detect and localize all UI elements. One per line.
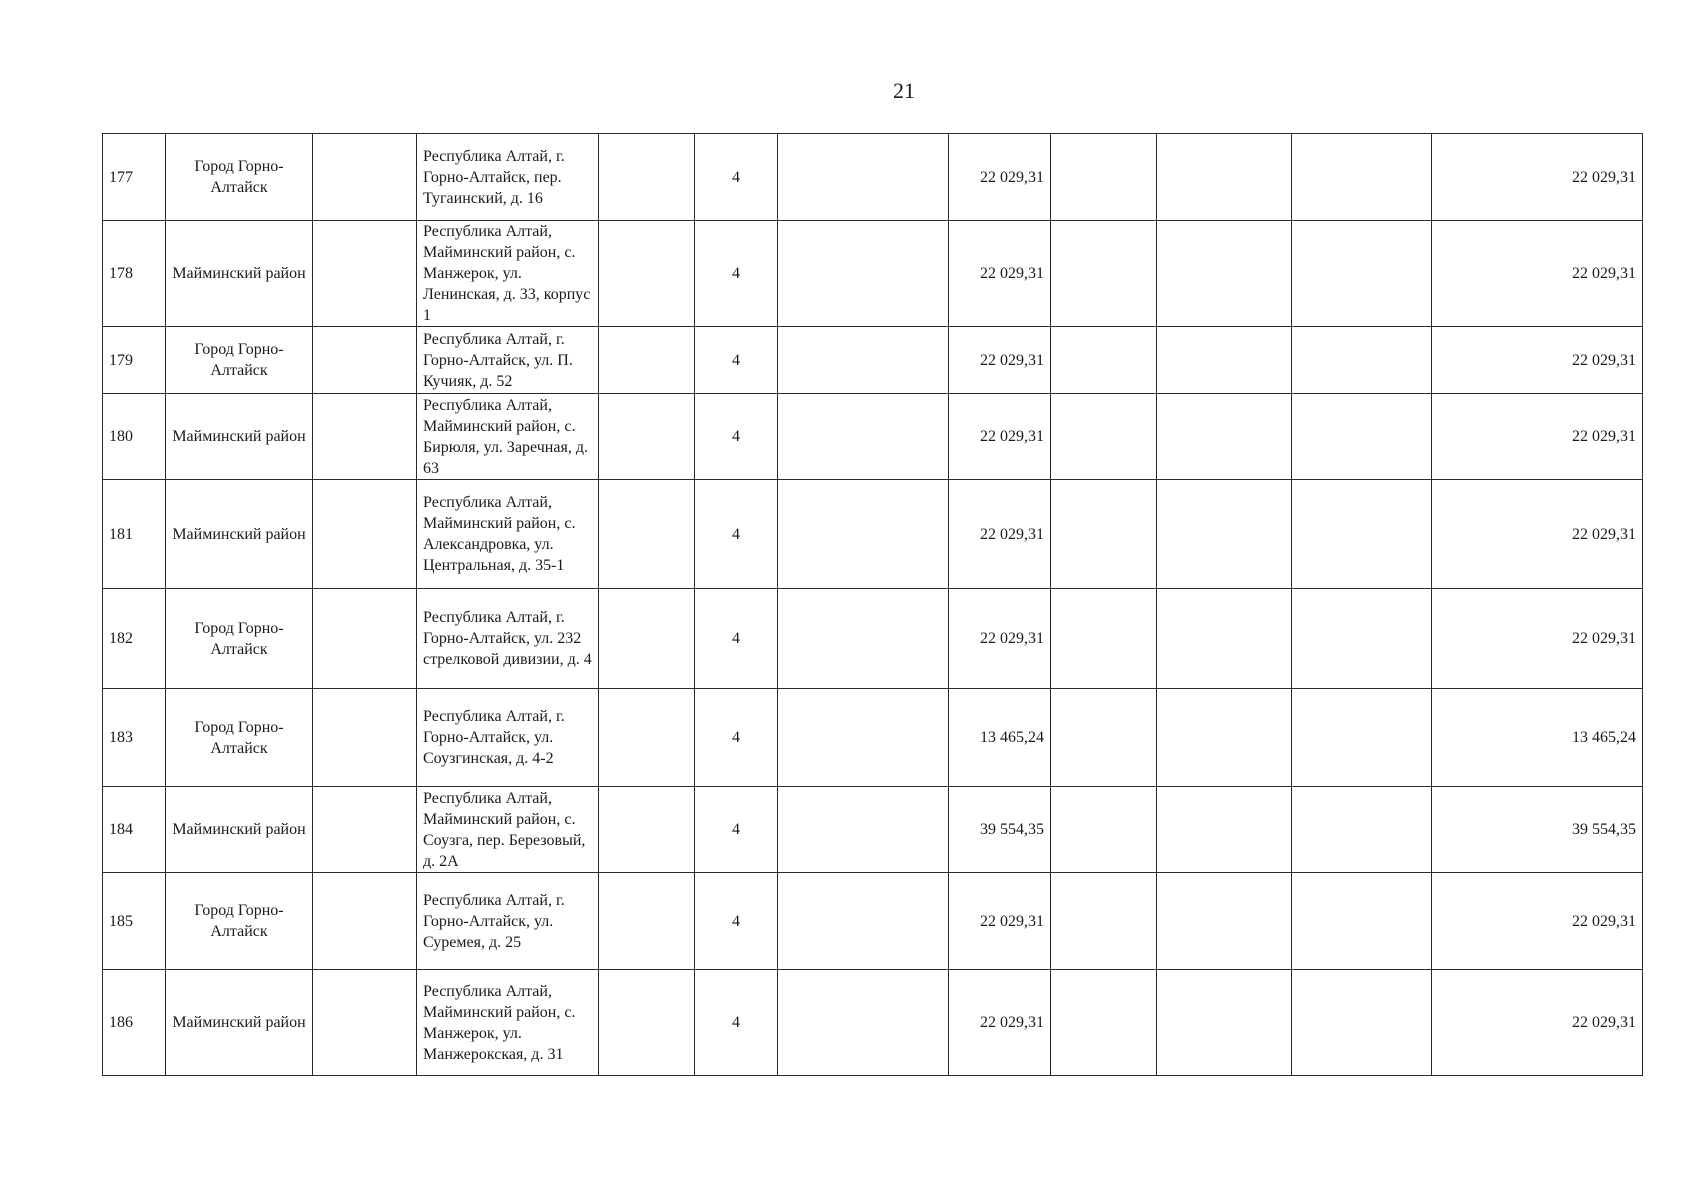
total: 39 554,35: [1432, 787, 1643, 873]
table-row: [103, 689, 1643, 787]
empty-cell: [1051, 589, 1157, 689]
empty-cell: [599, 394, 695, 480]
count: 4: [695, 221, 778, 327]
address: Республика Алтай, Майминский район, с. Бирюля, ул. Заречная, д. 63: [417, 394, 599, 480]
empty-cell: [599, 589, 695, 689]
empty-cell: [1051, 689, 1157, 787]
empty-cell: [778, 589, 949, 689]
address: Республика Алтай, г. Горно-Алтайск, ул. Суремея, д. 25: [417, 873, 599, 970]
table-row: [103, 873, 1643, 970]
municipality: Город Горно-Алтайск: [166, 327, 313, 394]
empty-cell: [1292, 134, 1432, 221]
municipality: Майминский район: [166, 480, 313, 589]
count: 4: [695, 480, 778, 589]
row-number: 180: [103, 394, 166, 480]
empty-cell: [1292, 327, 1432, 394]
row-number: 183: [103, 689, 166, 787]
count: 4: [695, 327, 778, 394]
empty-cell: [313, 327, 417, 394]
total: 13 465,24: [1432, 689, 1643, 787]
table-row: [103, 970, 1643, 1076]
empty-cell: [1292, 589, 1432, 689]
sum: 22 029,31: [949, 970, 1051, 1076]
empty-cell: [778, 970, 949, 1076]
empty-cell: [599, 970, 695, 1076]
table-row: [103, 221, 1643, 327]
empty-cell: [778, 689, 949, 787]
address: Республика Алтай, г. Горно-Алтайск, пер. Тугаинский, д. 16: [417, 134, 599, 221]
municipality: Город Горно-Алтайск: [166, 689, 313, 787]
empty-cell: [1157, 134, 1292, 221]
empty-cell: [1157, 394, 1292, 480]
empty-cell: [599, 787, 695, 873]
municipality: Город Горно-Алтайск: [166, 589, 313, 689]
municipality: Город Горно-Алтайск: [166, 873, 313, 970]
count: 4: [695, 134, 778, 221]
empty-cell: [1157, 970, 1292, 1076]
empty-cell: [1051, 134, 1157, 221]
empty-cell: [1051, 394, 1157, 480]
empty-cell: [1051, 873, 1157, 970]
municipality: Майминский район: [166, 970, 313, 1076]
empty-cell: [778, 394, 949, 480]
empty-cell: [313, 394, 417, 480]
row-number: 179: [103, 327, 166, 394]
empty-cell: [1051, 221, 1157, 327]
table-row: [103, 134, 1643, 221]
sum: 22 029,31: [949, 589, 1051, 689]
count: 4: [695, 873, 778, 970]
sum: 22 029,31: [949, 327, 1051, 394]
empty-cell: [1157, 327, 1292, 394]
address: Республика Алтай, г. Горно-Алтайск, ул. П. Кучияк, д. 52: [417, 327, 599, 394]
row-number: 181: [103, 480, 166, 589]
empty-cell: [599, 689, 695, 787]
empty-cell: [1157, 480, 1292, 589]
empty-cell: [778, 327, 949, 394]
empty-cell: [313, 480, 417, 589]
table-row: [103, 589, 1643, 689]
empty-cell: [599, 873, 695, 970]
total: 22 029,31: [1432, 221, 1643, 327]
total: 22 029,31: [1432, 480, 1643, 589]
empty-cell: [313, 970, 417, 1076]
address: Республика Алтай, г. Горно-Алтайск, ул. 232 стрелковой дивизии, д. 4: [417, 589, 599, 689]
table-row: [103, 394, 1643, 480]
address: Республика Алтай, Майминский район, с. Манжерок, ул. Манжерокская, д. 31: [417, 970, 599, 1076]
total: 22 029,31: [1432, 970, 1643, 1076]
empty-cell: [1051, 970, 1157, 1076]
empty-cell: [313, 589, 417, 689]
sum: 13 465,24: [949, 689, 1051, 787]
sum: 22 029,31: [949, 873, 1051, 970]
municipality: Город Горно-Алтайск: [166, 134, 313, 221]
empty-cell: [313, 873, 417, 970]
address: Республика Алтай, Майминский район, с. Александровка, ул. Центральная, д. 35-1: [417, 480, 599, 589]
address: Республика Алтай, Майминский район, с. Манжерок, ул. Ленинская, д. 33, корпус 1: [417, 221, 599, 327]
empty-cell: [1292, 787, 1432, 873]
count: 4: [695, 689, 778, 787]
empty-cell: [778, 480, 949, 589]
count: 4: [695, 970, 778, 1076]
count: 4: [695, 787, 778, 873]
empty-cell: [313, 787, 417, 873]
empty-cell: [1157, 221, 1292, 327]
row-number: 184: [103, 787, 166, 873]
total: 22 029,31: [1432, 327, 1643, 394]
empty-cell: [599, 480, 695, 589]
empty-cell: [778, 873, 949, 970]
row-number: 178: [103, 221, 166, 327]
count: 4: [695, 394, 778, 480]
empty-cell: [1051, 787, 1157, 873]
total: 22 029,31: [1432, 589, 1643, 689]
sum: 22 029,31: [949, 134, 1051, 221]
sum: 22 029,31: [949, 394, 1051, 480]
empty-cell: [1051, 480, 1157, 589]
row-number: 186: [103, 970, 166, 1076]
page-number: 21: [893, 78, 915, 103]
sum: 39 554,35: [949, 787, 1051, 873]
total: 22 029,31: [1432, 134, 1643, 221]
empty-cell: [1051, 327, 1157, 394]
empty-cell: [1292, 689, 1432, 787]
municipality: Майминский район: [166, 221, 313, 327]
empty-cell: [1157, 689, 1292, 787]
empty-cell: [1292, 480, 1432, 589]
municipality: Майминский район: [166, 787, 313, 873]
row-number: 182: [103, 589, 166, 689]
count: 4: [695, 589, 778, 689]
sum: 22 029,31: [949, 221, 1051, 327]
empty-cell: [778, 221, 949, 327]
empty-cell: [313, 221, 417, 327]
empty-cell: [1292, 970, 1432, 1076]
address: Республика Алтай, Майминский район, с. Соузга, пер. Березовый, д. 2А: [417, 787, 599, 873]
empty-cell: [1292, 221, 1432, 327]
address: Республика Алтай, г. Горно-Алтайск, ул. Соузгинская, д. 4-2: [417, 689, 599, 787]
sum: 22 029,31: [949, 480, 1051, 589]
empty-cell: [313, 689, 417, 787]
empty-cell: [1157, 589, 1292, 689]
empty-cell: [599, 134, 695, 221]
row-number: 177: [103, 134, 166, 221]
empty-cell: [1292, 873, 1432, 970]
table-row: [103, 327, 1643, 394]
empty-cell: [778, 134, 949, 221]
total: 22 029,31: [1432, 394, 1643, 480]
row-number: 185: [103, 873, 166, 970]
empty-cell: [778, 787, 949, 873]
empty-cell: [599, 327, 695, 394]
empty-cell: [1157, 873, 1292, 970]
empty-cell: [313, 134, 417, 221]
registry-table: [102, 133, 1643, 1076]
municipality: Майминский район: [166, 394, 313, 480]
table-row: [103, 787, 1643, 873]
empty-cell: [599, 221, 695, 327]
total: 22 029,31: [1432, 873, 1643, 970]
table-row: [103, 480, 1643, 589]
empty-cell: [1292, 394, 1432, 480]
empty-cell: [1157, 787, 1292, 873]
